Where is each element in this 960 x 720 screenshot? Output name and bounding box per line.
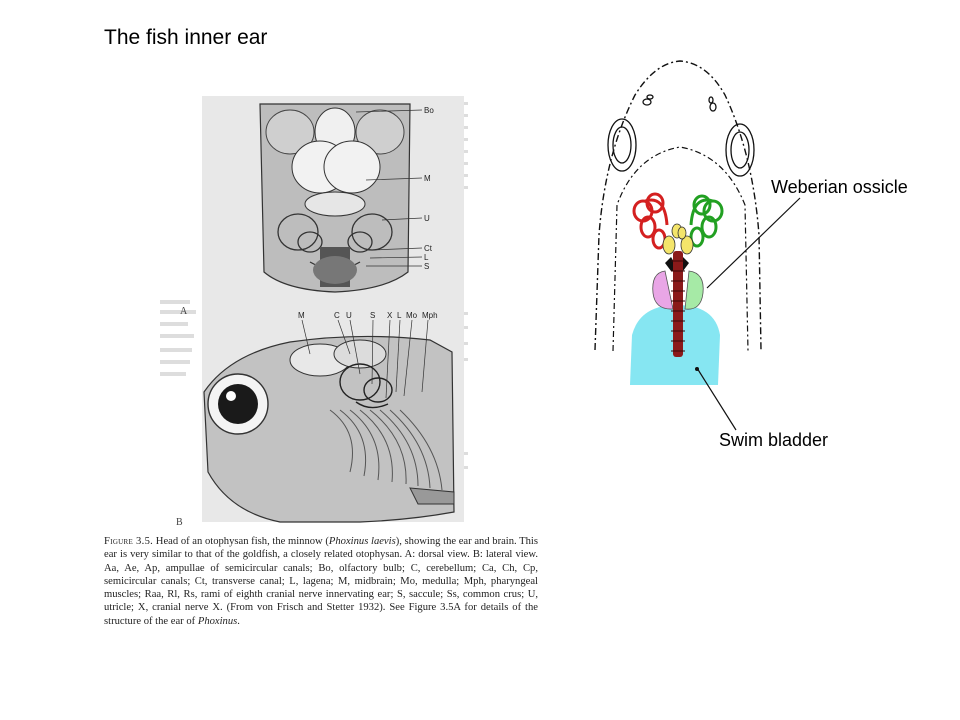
label-bo: Bo [424, 106, 434, 115]
label-b-l: L [397, 311, 402, 320]
weberian-ossicles [663, 224, 693, 254]
right-inner-ear [691, 196, 722, 246]
minnow-illustration [160, 92, 470, 528]
caption-text-3: . [237, 615, 240, 627]
figure-caption [104, 535, 538, 628]
swim-bladder-label: Swim bladder [719, 430, 829, 450]
figure-plate [160, 92, 470, 528]
label-b-u: U [346, 311, 352, 320]
label-b-m: M [298, 311, 305, 320]
label-b-mo: Mo [406, 311, 418, 320]
figure-number: Figure 3.5. [104, 536, 154, 547]
label-u: U [424, 214, 430, 223]
eye-sockets [608, 119, 754, 176]
caption-species: Phoxinus laevis [328, 536, 396, 547]
label-b-mph: Mph [422, 311, 438, 320]
label-b-s: S [370, 311, 376, 320]
green-lobe [685, 271, 703, 309]
caption-text-2: ), showing the ear and brain. This ear is very similar to that of the goldfish, a closely related otophysan. A: dorsal view. B: lateral view. Aa, Ae, Ap, ampullae of semicircular canals; Bo, olfactory bulb; C, cerebellum; Ca, Ch, Cp, semicircular canals; Ct, transverse canal; L, lagena; M, midbrain; Mo, medulla; Mph, pharyngeal muscles; Raa, Rl, Rs, rami of eighth cranial nerve innervating ear; S, saccule; Ss, common crus; U, utricle; X, cranial nerve X. (From von Frisch and Stetter 1932). See Figure 3.5A for details of the structure of the ear of [104, 536, 538, 627]
schematic-diagram [585, 55, 775, 395]
label-b-c: C [334, 311, 340, 320]
slide-title: The fish inner ear [104, 26, 268, 49]
label-s: S [424, 262, 430, 271]
weberian-ossicle-label: Weberian ossicle [771, 177, 908, 197]
caption-text-1: Head of an otophysan fish, the minnow ( [153, 536, 329, 547]
pink-lobe [653, 271, 673, 309]
label-b-x: X [387, 311, 393, 320]
left-inner-ear [634, 194, 667, 248]
panel-a-dorsal-view [260, 104, 434, 292]
label-l: L [424, 253, 429, 262]
label-ct: Ct [424, 244, 432, 253]
caption-genus: Phoxinus [197, 615, 238, 627]
vertebral-column [671, 251, 685, 357]
label-m: M [424, 174, 431, 183]
panel-b-label: B [176, 517, 183, 528]
panel-a-label: A [180, 306, 188, 317]
